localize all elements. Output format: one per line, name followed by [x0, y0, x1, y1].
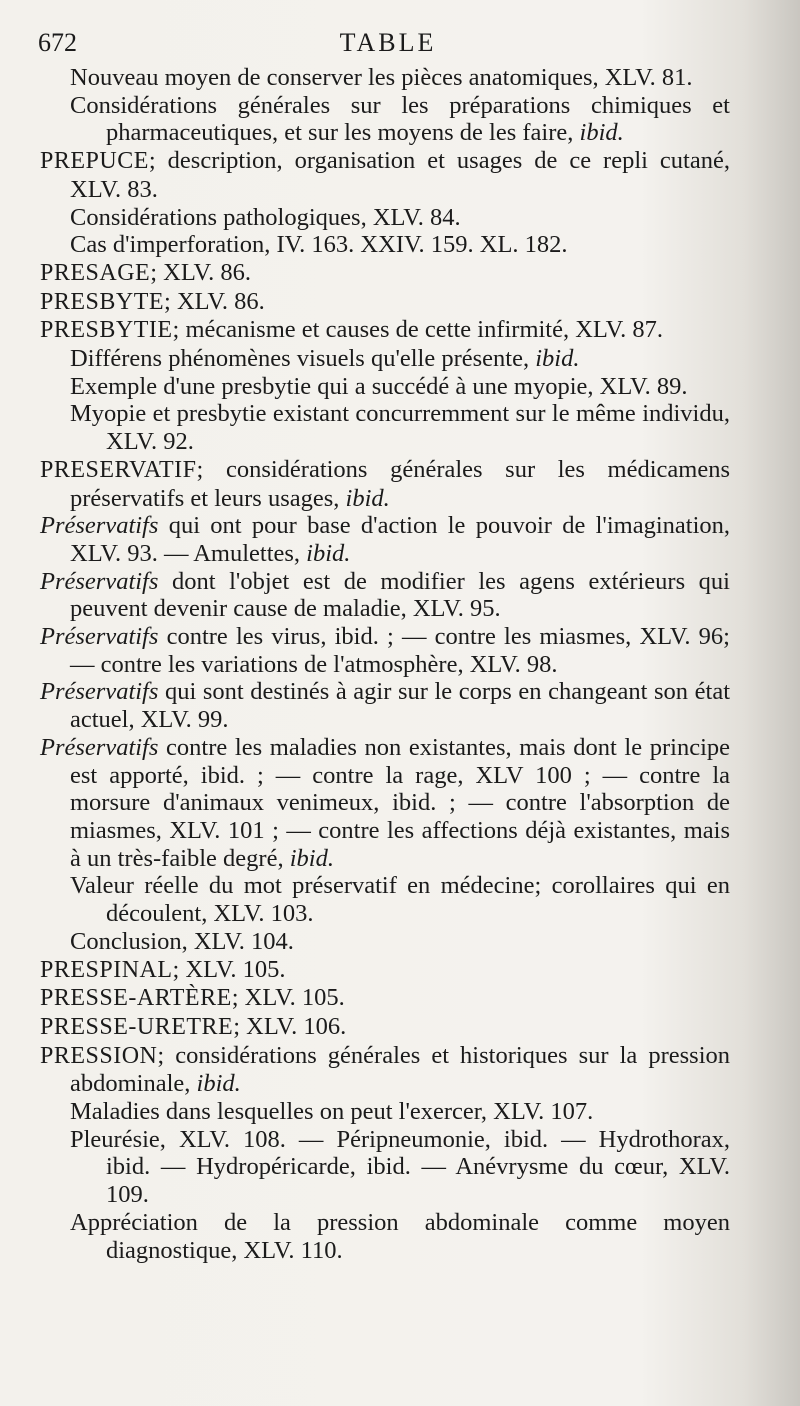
headword: PRESBYTIE — [40, 317, 173, 344]
index-entry: Préservatifs contre les virus, ibid. ; — contre les miasmes, XLV. 96; — contre les variations de l'atmosphère, XLV. 98. — [40, 623, 730, 678]
index-entry: Préservatifs dont l'objet est de modifier les agens extérieurs qui peuvent devenir cause de maladie, XLV. 95. — [40, 567, 730, 623]
headword: PRESERVATIF — [40, 456, 197, 483]
index-entry: Pleurésie, XLV. 108. — Péripneumonie, ibid. — Hydrothorax, ibid. — Hydropéricarde, ibid. — Anévrysme du cœur, XLV. 109. — [70, 1125, 730, 1209]
index-entry: Différens phénomènes visuels qu'elle présente, ibid. — [70, 345, 580, 373]
italic-headword: Préservatifs — [40, 733, 159, 761]
headword: PRESSE-ARTÈRE — [40, 985, 232, 1012]
headword: PRESSE-URETRE — [40, 1013, 234, 1040]
headword: PREPUCE — [40, 148, 149, 175]
index-entry: Nouveau moyen de conserver les pièces anatomiques, XLV. 81. — [70, 64, 693, 91]
index-entry: PRESPINAL; XLV. 105. — [40, 955, 286, 983]
index-entry: PREPUCE; description, organisation et usages de ce repli cutané, XLV. 83. — [40, 147, 730, 203]
page-number: 672 — [38, 28, 77, 57]
index-entry: Appréciation de la pression abdominale comme moyen diagnostique, XLV. 110. — [70, 1208, 730, 1264]
headword: PRESBYTE — [40, 288, 165, 315]
index-entry: Conclusion, XLV. 104. — [70, 927, 294, 955]
index-entry: Cas d'imperforation, IV. 163. XXIV. 159. XL. 182. — [70, 231, 568, 259]
index-entry: Maladies dans lesquelles on peut l'exercer, XLV. 107. — [70, 1098, 594, 1126]
index-entry: PRESBYTIE; mécanisme et causes de cette infirmité, XLV. 87. — [40, 316, 664, 344]
index-entry: PRESERVATIF; considérations générales sur les médicamens préservatifs et leurs usages, ibid. — [40, 455, 730, 512]
page-header — [38, 28, 738, 64]
index-body — [40, 64, 730, 1264]
index-entry: Exemple d'une presbytie qui a succédé à une myopie, XLV. 89. — [70, 372, 688, 400]
index-entry: Préservatifs contre les maladies non existantes, mais dont le principe est apporté, ibid. ; — contre la rage, XLV 100 ; — contre la morsure d'animaux venimeux, ibid. ; — contre l'absorption de miasmes, XLV. 101 ; — contre les affections déjà existantes, mais à un très-faible degré, ibid. — [40, 733, 730, 872]
headword: PRESAGE — [40, 259, 151, 286]
italic-headword: Préservatifs — [40, 567, 159, 595]
index-entry: Préservatifs qui sont destinés à agir sur le corps en changeant son état actuel, XLV. 99. — [40, 678, 730, 734]
italic-headword: Préservatifs — [40, 512, 159, 540]
index-entry: Préservatifs qui ont pour base d'action le pouvoir de l'imagination, XLV. 93. — Amulettes, ibid. — [40, 512, 730, 567]
page-title: TABLE — [339, 28, 437, 57]
headword: PRESPINAL — [40, 956, 173, 983]
index-entry: PRESSE-URETRE; XLV. 106. — [40, 1012, 347, 1040]
index-entry: Myopie et presbytie existant concurremment sur le même individu, XLV. 92. — [70, 400, 730, 456]
index-entry: PRESSE-ARTÈRE; XLV. 105. — [40, 984, 345, 1012]
index-entry: Considérations pathologiques, XLV. 84. — [70, 203, 461, 231]
headword: PRESSION — [40, 1042, 158, 1069]
index-entry: Considérations générales sur les préparations chimiques et pharmaceutiques, et sur les moyens de les faire, ibid. — [70, 91, 730, 147]
index-entry: PRESSION; considérations générales et historiques sur la pression abdominale, ibid. — [40, 1041, 730, 1098]
index-entry: PRESBYTE; XLV. 86. — [40, 287, 265, 315]
index-entry: Valeur réelle du mot préservatif en médecine; corollaires qui en découlent, XLV. 103. — [70, 872, 730, 928]
italic-headword: Préservatifs — [40, 678, 159, 706]
italic-headword: Préservatifs — [40, 623, 159, 651]
index-entry: PRESAGE; XLV. 86. — [40, 258, 251, 286]
